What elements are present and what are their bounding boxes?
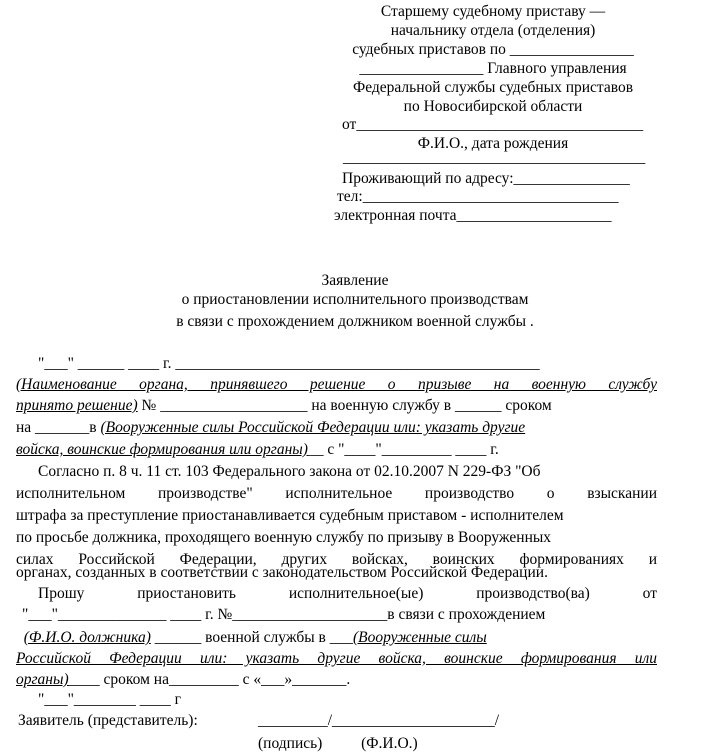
header-line-4: ________________ Главного управления: [359, 60, 627, 77]
paragraph-line-1: Согласно п. 8 ч. 11 ст. 103 Федерального закона от 02.10.2007 N 229-ФЗ "Об: [38, 463, 541, 480]
body-line-1: [16, 375, 657, 394]
armed-forces-placeholder-2: (Вооруженные силы: [352, 629, 487, 646]
authority-name-placeholder: (Наименование органа, принявшего решение о призыве на военную службу: [16, 376, 657, 393]
decision-number-text: № ___________________ на военную службу в ______ сроком: [137, 397, 552, 414]
troops-placeholder: войска, воинские формирования или органы): [16, 441, 308, 458]
signature-caption: (подпись) (Ф.И.О.): [258, 735, 418, 752]
request-term-text: ____ сроком на_________ с «___»_______.: [68, 671, 351, 688]
armed-forces-placeholder: (Вооруженные силы Российской Федерации или: указать другие: [100, 419, 526, 436]
request-line-3: [16, 628, 487, 647]
signature-date: "___"________ ____ г: [38, 691, 182, 708]
debtor-name-placeholder: (Ф.И.О. должника): [23, 629, 151, 646]
paragraph-line-4: по просьбе должника, проходящего военную службу по призыву в Вооруженных: [16, 529, 552, 546]
request-line-1: [38, 584, 657, 603]
troops-placeholder-2: Российской Федерации или: указать другие войска, воинские формирования или: [16, 650, 657, 667]
document-title: Заявление: [321, 272, 389, 289]
date-line: "___" ______ ____ г. _______________________________________________: [38, 355, 540, 372]
header-line-5: Федеральной службы судебных приставов: [352, 79, 634, 96]
decision-placeholder: принято решение): [16, 397, 138, 414]
paragraph-line-3: штрафа за преступление приостанавливается судебным приставом - исполнителем: [16, 507, 564, 524]
header-line-1: Старшему судебному приставу —: [380, 3, 606, 20]
term-date-text: __ с "____"_________ ____ г.: [307, 441, 499, 458]
header-email-line: электронная почта____________________: [334, 207, 612, 224]
header-line-2: начальнику отдела (отделения): [390, 22, 596, 39]
body-line-2: [16, 396, 552, 415]
header-blank-line: _______________________________________: [343, 149, 646, 166]
request-line-5: [16, 670, 350, 689]
header-phone-line: тел:_________________________________: [337, 188, 619, 205]
bodies-placeholder: органы): [16, 671, 69, 688]
document-subtitle-1: о приостановлении исполнительного производствам: [181, 291, 529, 308]
applicant-label: Заявитель (представитель):: [18, 712, 198, 729]
request-line-1-text: Прошу приостановить исполнительное(ые) производство(ва) от: [38, 585, 657, 602]
paragraph-line-2-text: исполнительном производстве" исполнительное производство о взыскании: [16, 485, 657, 502]
document-subtitle-2: в связи с прохождением должником военной службы .: [176, 313, 534, 330]
header-address-line: Проживающий по адресу:_______________: [342, 170, 630, 187]
body-line-4: [16, 440, 499, 459]
header-line-6: по Новосибирской области: [403, 98, 583, 115]
request-line-4: [16, 649, 657, 668]
header-line-3: судебных приставов по ________________: [352, 41, 634, 58]
signature-line: _________/_____________________/: [258, 712, 500, 729]
request-line-2: "___"______________ ____ г. №____________________в связи с прохождением: [22, 606, 546, 623]
header-from-line: от_____________________________________: [342, 116, 644, 133]
paragraph-line-5-text: силах Российской Федерации, других войсках, воинских формированиях и: [16, 551, 657, 568]
term-text: на _______в: [16, 419, 101, 436]
military-service-text: ______ военной службы в ___: [154, 629, 353, 646]
paragraph-line-2: [16, 484, 657, 503]
paragraph-line-6: органах, созданных в соответствии с законодательством Российской Федерации.: [16, 564, 548, 581]
body-line-3: [16, 418, 525, 437]
header-fio-caption: Ф.И.О., дата рождения: [417, 135, 569, 152]
